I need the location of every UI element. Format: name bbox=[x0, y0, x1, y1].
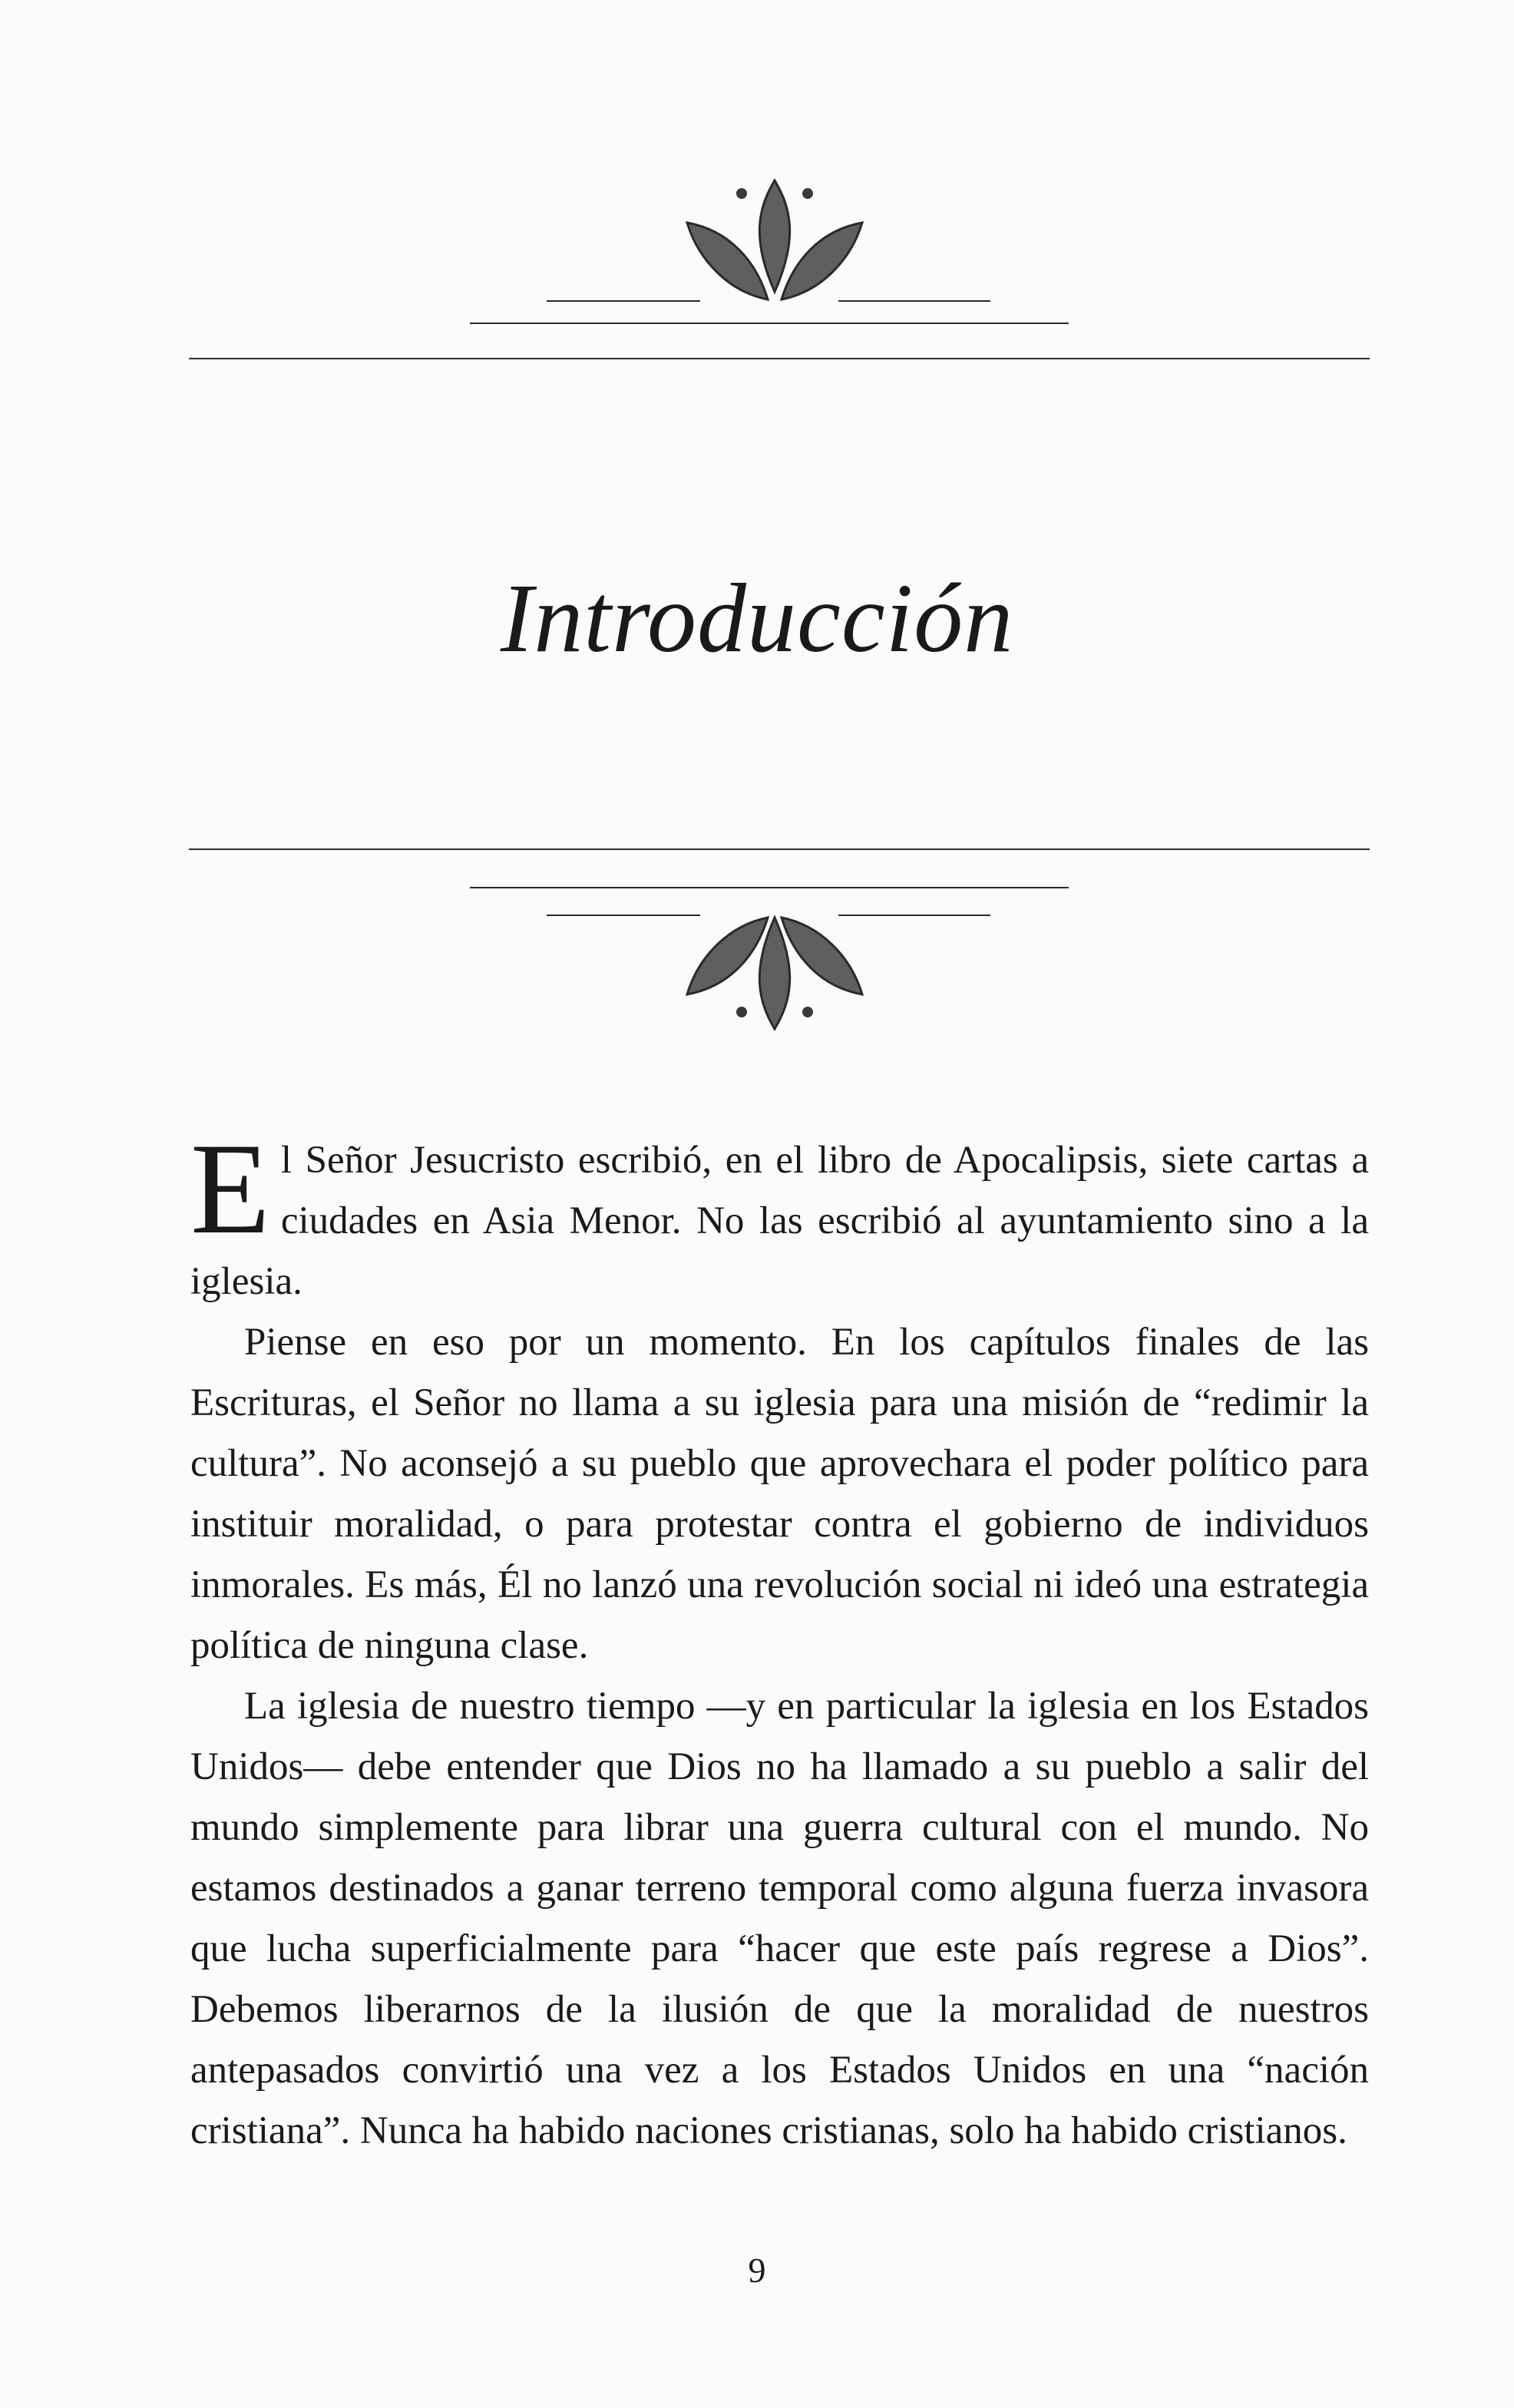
top-long-rule bbox=[189, 358, 1370, 359]
inverted-lotus-flower-icon bbox=[0, 898, 1514, 1037]
page-number: 9 bbox=[748, 2251, 766, 2290]
paragraph-1 bbox=[190, 1116, 1369, 1312]
top-short-rule bbox=[470, 322, 1069, 324]
body-text bbox=[190, 1116, 1369, 2162]
paragraph-3: La iglesia de nuestro tiempo —y en particular la iglesia en los Estados Unidos— debe entender que Dios no ha llamado a su pueblo a salir del mundo simplemente para librar una guerra cultural con el mundo. No estamos destinados a ganar terreno temporal como alguna fuerza invasora que lucha superficialmente para “hacer que este país regrese a Dios”. Debemos liberarnos de la ilusión de que la moralidad de nuestros antepasados convirtió una vez a los Estados Unidos en una “nación cristiana”. Nunca ha habido naciones cristianas, solo ha habido cristianos. bbox=[190, 1685, 1369, 2152]
paragraph-2: Piense en eso por un momento. En los capítulos finales de las Escrituras, el Señor no llama a su iglesia para una misión de “redimir la cultura”. No aconsejó a su pueblo que aprovechara el poder político para instituir moralidad, o para protestar contra el gobierno de individuos inmorales. Es más, Él no lanzó una revolución social ni ideó una estrategia política de ninguna clase. bbox=[190, 1321, 1369, 1667]
bottom-short-rule bbox=[470, 887, 1069, 888]
paragraph-1-text: l Señor Jesucristo escribió, en el libro de Apocalipsis, siete cartas a ciudades en Asia Menor. No las escribió al ayuntamiento sino a la iglesia. bbox=[190, 1139, 1369, 1303]
lotus-flower-icon bbox=[0, 177, 1514, 330]
bottom-long-rule bbox=[189, 848, 1370, 850]
chapter-title: Introducción bbox=[500, 564, 1014, 673]
drop-cap: E bbox=[190, 1116, 270, 1261]
